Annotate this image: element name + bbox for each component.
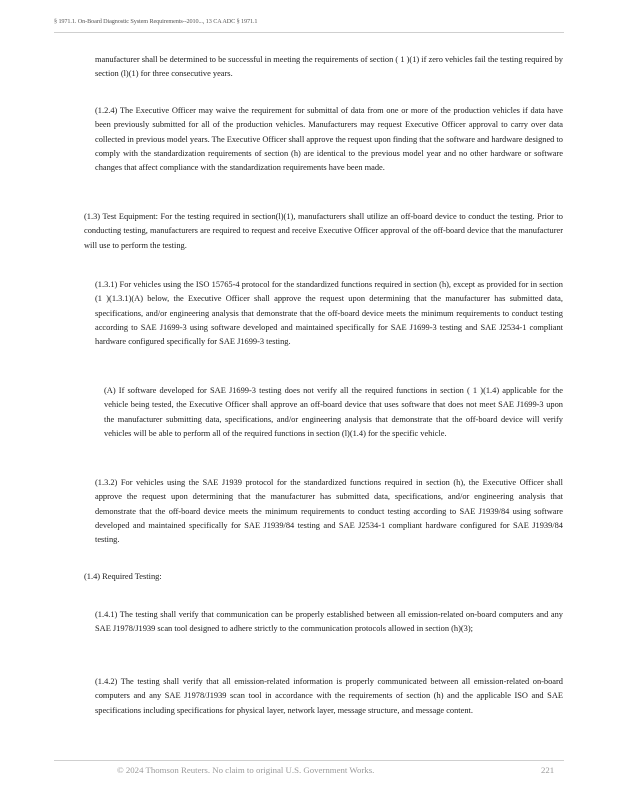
- paragraph-1-4-heading: (1.4) Required Testing:: [84, 572, 162, 581]
- paragraph-1-3-1: (1.3.1) For vehicles using the ISO 15765-4 protocol for the standardized functions required in section (h), except as provided for in section (1 )(1.3.1)(A) below, the Executive Officer shall approve the request upon determining that the manufacturer has submitted data, specifications, and/or engineering analysis that demonstrate that the off-board device meets the minimum requirements to conduct testing according to SAE J1699-3 using software developed and maintained specifically for SAE J1699-3 testing and SAE J2534-1 compliant hardware configured specifically for SAE J1699-3 testing.: [95, 280, 563, 347]
- paragraph-1-2-4: (1.2.4) The Executive Officer may waive the requirement for submittal of data from one or more of the production vehicles if data have been previously submitted for all of the production vehicles. Manufacturers may request Executive Officer approval to carry over data collected in previous model years. The Executive Officer shall approve the request upon finding that the software and hardware designed to comply with the standardization requirements of section (h) are identical to the previous model year and no other hardware or software changes that affect compliance with the standardization requirements have been made.: [95, 106, 563, 173]
- paragraph-1-3: (1.3) Test Equipment: For the testing required in section(l)(1), manufacturers shall utilize an off-board device to conduct the testing. Prior to conducting testing, manufacturers are required to request and receive Executive Officer approval of the off-board device that the manufacturer will use to perform the testing.: [84, 212, 563, 250]
- paragraph-1-4-2: (1.4.2) The testing shall verify that all emission-related information is properly communicated between all emission-related on-board computers and any SAE J1978/J1939 scan tool in accordance with the requirements of section (h) and the applicable ISO and SAE specifications including specifications for physical layer, network layer, message structure, and message content.: [95, 677, 563, 715]
- running-header: § 1971.1. On-Board Diagnostic System Requirements--2010..., 13 CA ADC § 1971.1: [54, 18, 258, 25]
- copyright-notice: © 2024 Thomson Reuters. No claim to original U.S. Government Works.: [117, 765, 375, 775]
- paragraph-1-4-1: (1.4.1) The testing shall verify that communication can be properly established between all emission-related on-board computers and any SAE J1978/J1939 scan tool designed to adhere strictly to the communication protocols allowed in section (h)(3);: [95, 610, 563, 634]
- paragraph-continuation: manufacturer shall be determined to be successful in meeting the requirements of section ( 1 )(1) if zero vehicles fail the testing required by section (l)(1) for three consecutive years.: [95, 55, 563, 79]
- header-divider: [54, 32, 564, 33]
- page-number: 221: [541, 765, 555, 775]
- paragraph-1-3-2: (1.3.2) For vehicles using the SAE J1939 protocol for the standardized functions required in section (h), the Executive Officer shall approve the request upon determining that the manufacturer has submitted data, specifications, and/or engineering analysis that demonstrate that the off-board device meets the minimum requirements to conduct testing according to SAE J1939/84 using software developed and maintained specifically for SAE J1939/84 testing and SAE J2534-1 compliant hardware configured for SAE J1939/84 testing.: [95, 478, 563, 545]
- paragraph-1-3-1-a: (A) If software developed for SAE J1699-3 testing does not verify all the required functions in section ( 1 )(1.4) applicable for the vehicle being tested, the Executive Officer shall approve an off-board device that uses software that does not meet SAE J1699-3 upon the manufacturer submitting data, specifications, and/or engineering analysis that demonstrate that the off-board device will verify vehicles will be able to perform all of the required functions in section (l)(1.4) for the specific vehicle.: [104, 386, 563, 438]
- footer-divider: [54, 760, 564, 761]
